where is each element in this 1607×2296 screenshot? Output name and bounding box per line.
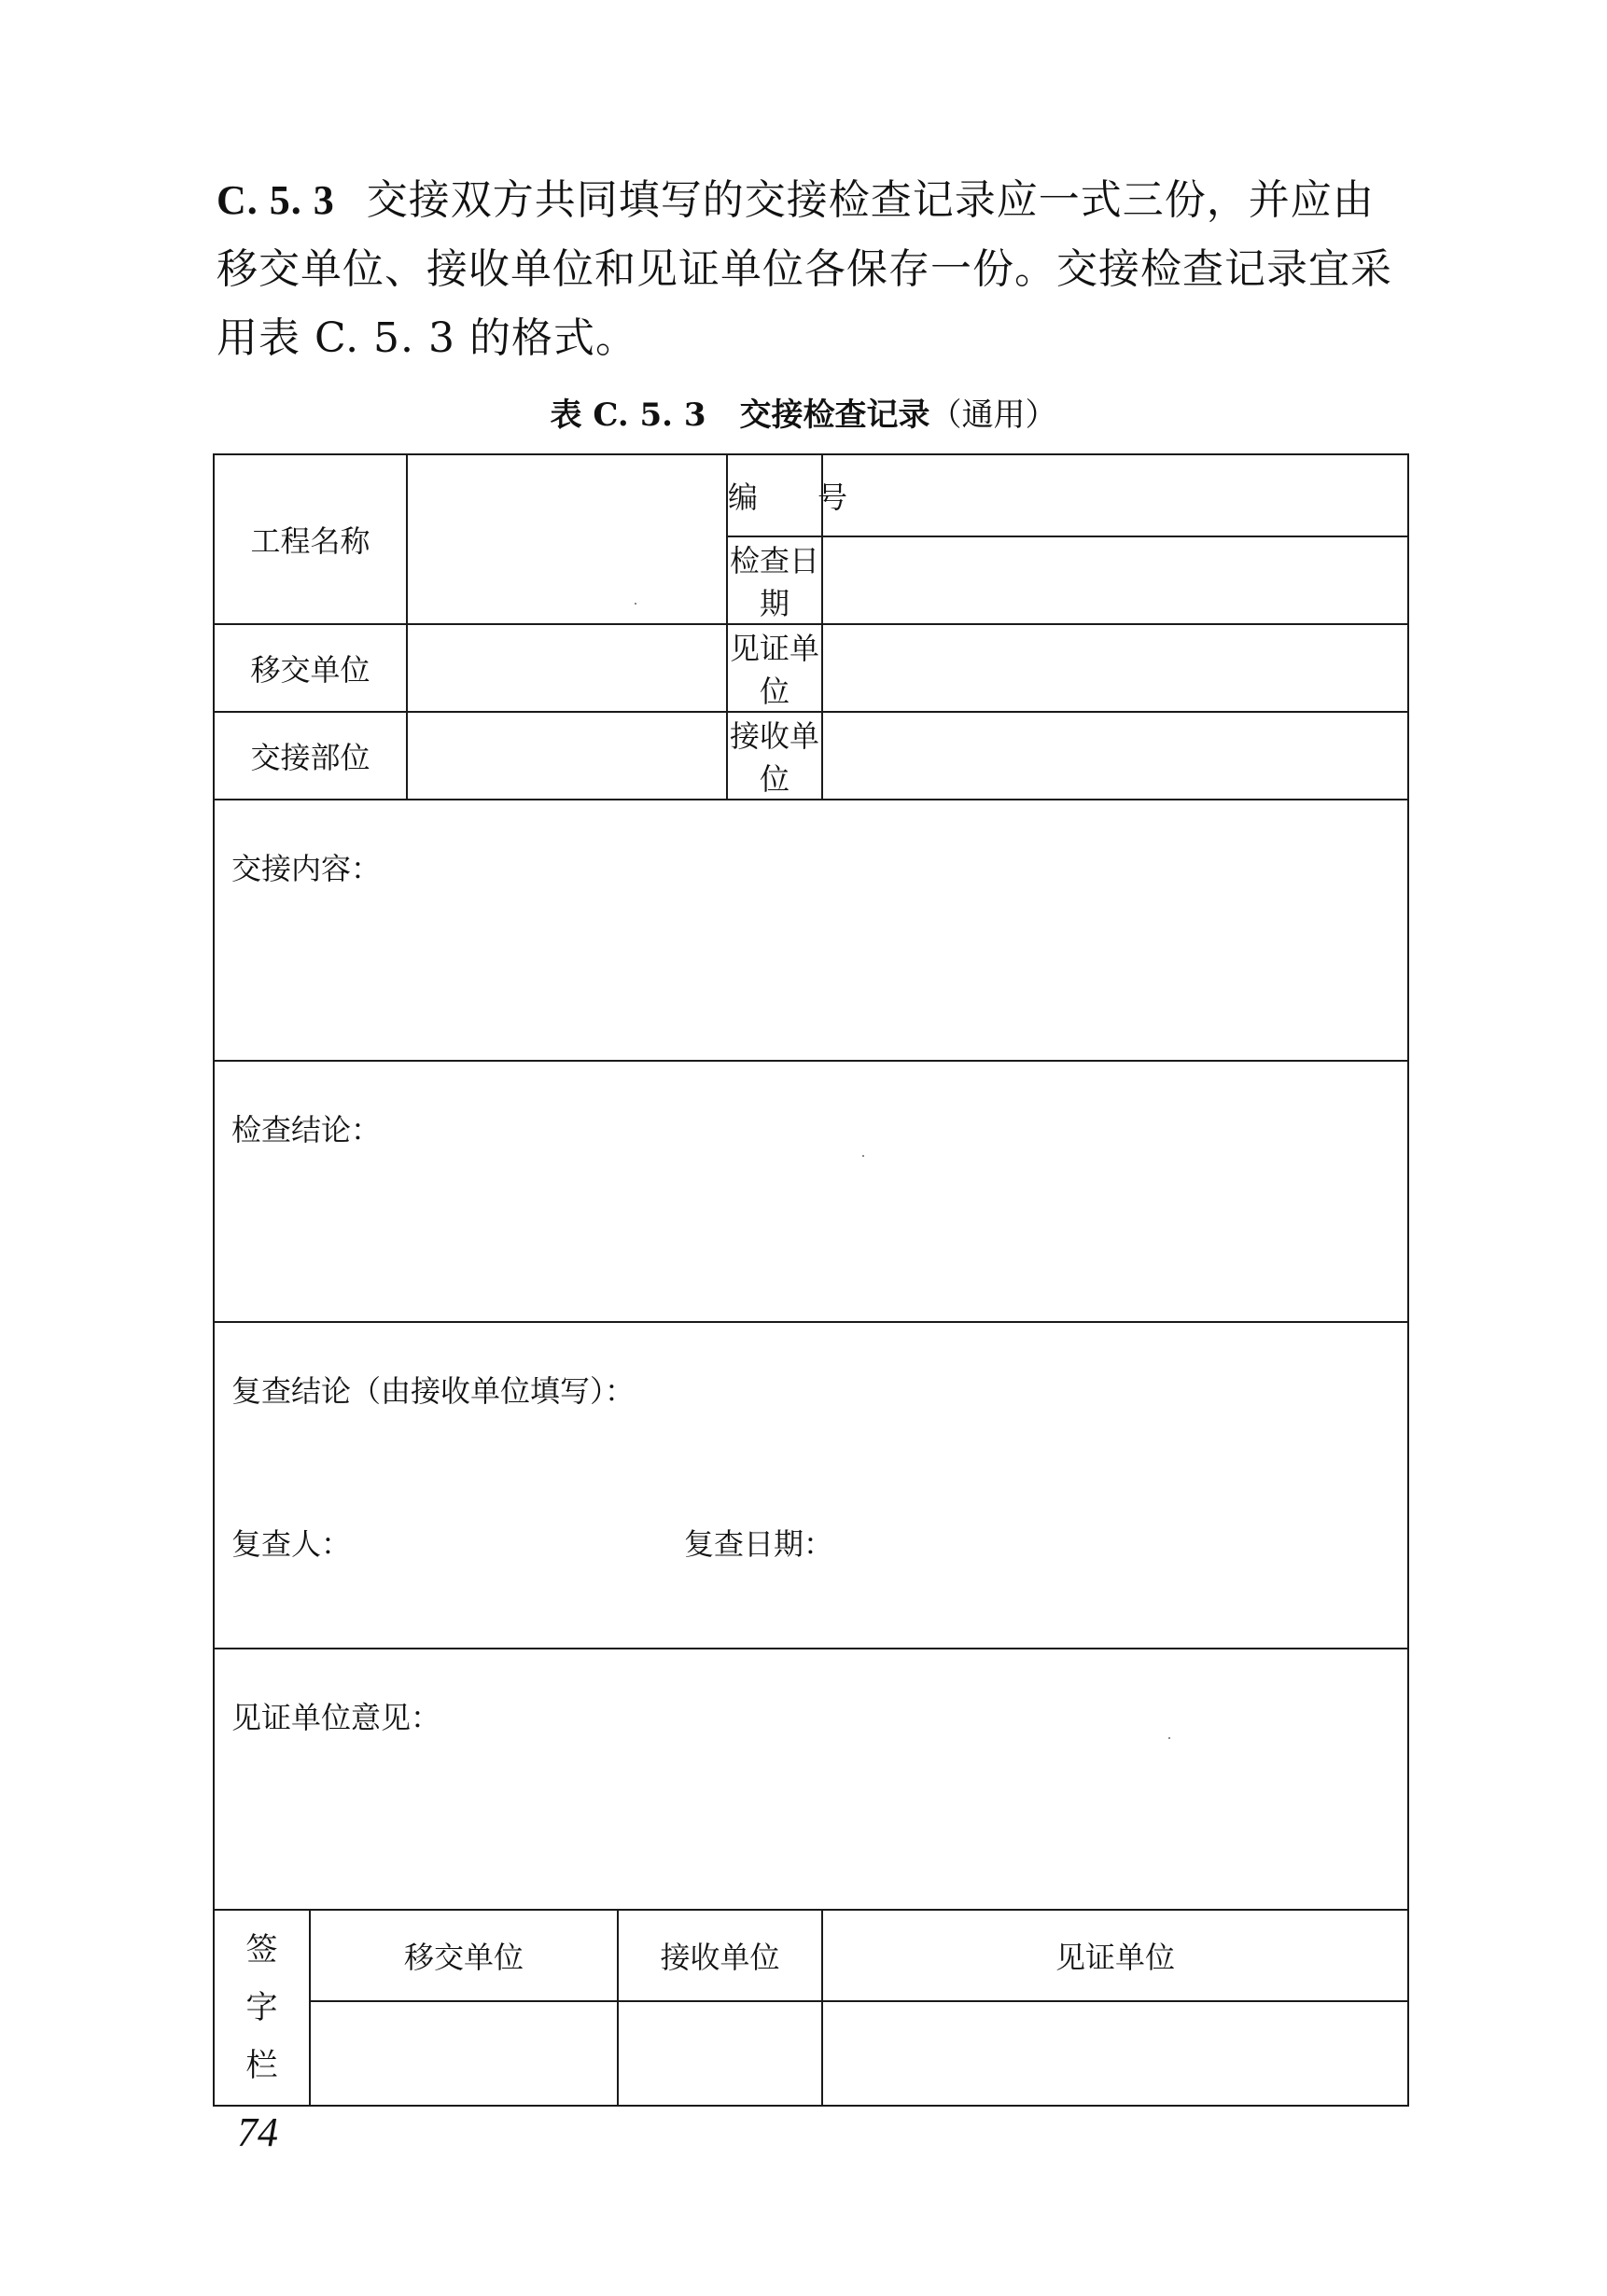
- handover-part-field[interactable]: [407, 712, 727, 800]
- transfer-unit-field[interactable]: [407, 624, 727, 712]
- witness-unit-label: 见证单位: [727, 624, 822, 712]
- clause-number: C. 5. 3: [217, 177, 335, 223]
- reinspection-conclusion-section[interactable]: [214, 1322, 1408, 1649]
- reinspector-label: 复查人：: [231, 1526, 352, 1562]
- project-name-label: 工程名称: [214, 454, 407, 624]
- witness-opinion-section[interactable]: [214, 1649, 1408, 1910]
- scan-speck: [862, 1155, 864, 1157]
- signature-column-transfer-unit: 移交单位: [310, 1910, 618, 2001]
- table-note: （通用）: [929, 397, 1057, 434]
- signature-field-witness-unit[interactable]: [822, 2001, 1408, 2106]
- inspection-date-field[interactable]: [822, 536, 1408, 624]
- transfer-unit-label: 移交单位: [214, 624, 407, 712]
- clause-paragraph: [217, 166, 1411, 373]
- handover-inspection-record-form: [213, 453, 1409, 2107]
- clause-text: 交接双方共同填写的交接检查记录应一式三份，并应由移交单位、接收单位和见证单位各保存一份。交接检查记录宜采用表 C. 5. 3 的格式。: [217, 176, 1392, 362]
- signature-section-label: [214, 1910, 310, 2106]
- table-caption: [0, 392, 1607, 438]
- receiving-unit-field[interactable]: [822, 712, 1408, 800]
- table-number: 表 C. 5. 3: [550, 397, 706, 434]
- scan-speck: [635, 603, 636, 605]
- table-title: 交接检查记录: [739, 397, 930, 434]
- signature-char: 栏: [245, 2047, 278, 2084]
- reinspection-signoff-row: [231, 1521, 1390, 1564]
- signature-char: 签: [245, 1931, 278, 1969]
- signature-field-receiving-unit[interactable]: [618, 2001, 822, 2106]
- witness-opinion-label: 见证单位意见：: [231, 1700, 441, 1735]
- serial-no-label: 编 号: [727, 454, 822, 536]
- signature-column-receiving-unit: 接收单位: [618, 1910, 822, 2001]
- reinspection-date-label: 复查日期：: [684, 1526, 834, 1562]
- reinspection-conclusion-label: 复查结论（由接收单位填写）：: [231, 1373, 636, 1409]
- scan-speck: [1168, 1737, 1170, 1739]
- handover-content-section[interactable]: [214, 800, 1408, 1061]
- project-name-field[interactable]: [407, 454, 727, 624]
- signature-char: 字: [245, 1989, 278, 2026]
- page-number: 74: [237, 2109, 278, 2155]
- inspection-conclusion-section[interactable]: [214, 1061, 1408, 1322]
- signature-field-transfer-unit[interactable]: [310, 2001, 618, 2106]
- handover-part-label: 交接部位: [214, 712, 407, 800]
- serial-no-field[interactable]: [822, 454, 1408, 536]
- handover-content-label: 交接内容：: [231, 851, 382, 886]
- signature-column-witness-unit: 见证单位: [822, 1910, 1408, 2001]
- witness-unit-field[interactable]: [822, 624, 1408, 712]
- inspection-date-label: 检查日期: [727, 536, 822, 624]
- inspection-conclusion-label: 检查结论：: [231, 1112, 382, 1148]
- receiving-unit-label: 接收单位: [727, 712, 822, 800]
